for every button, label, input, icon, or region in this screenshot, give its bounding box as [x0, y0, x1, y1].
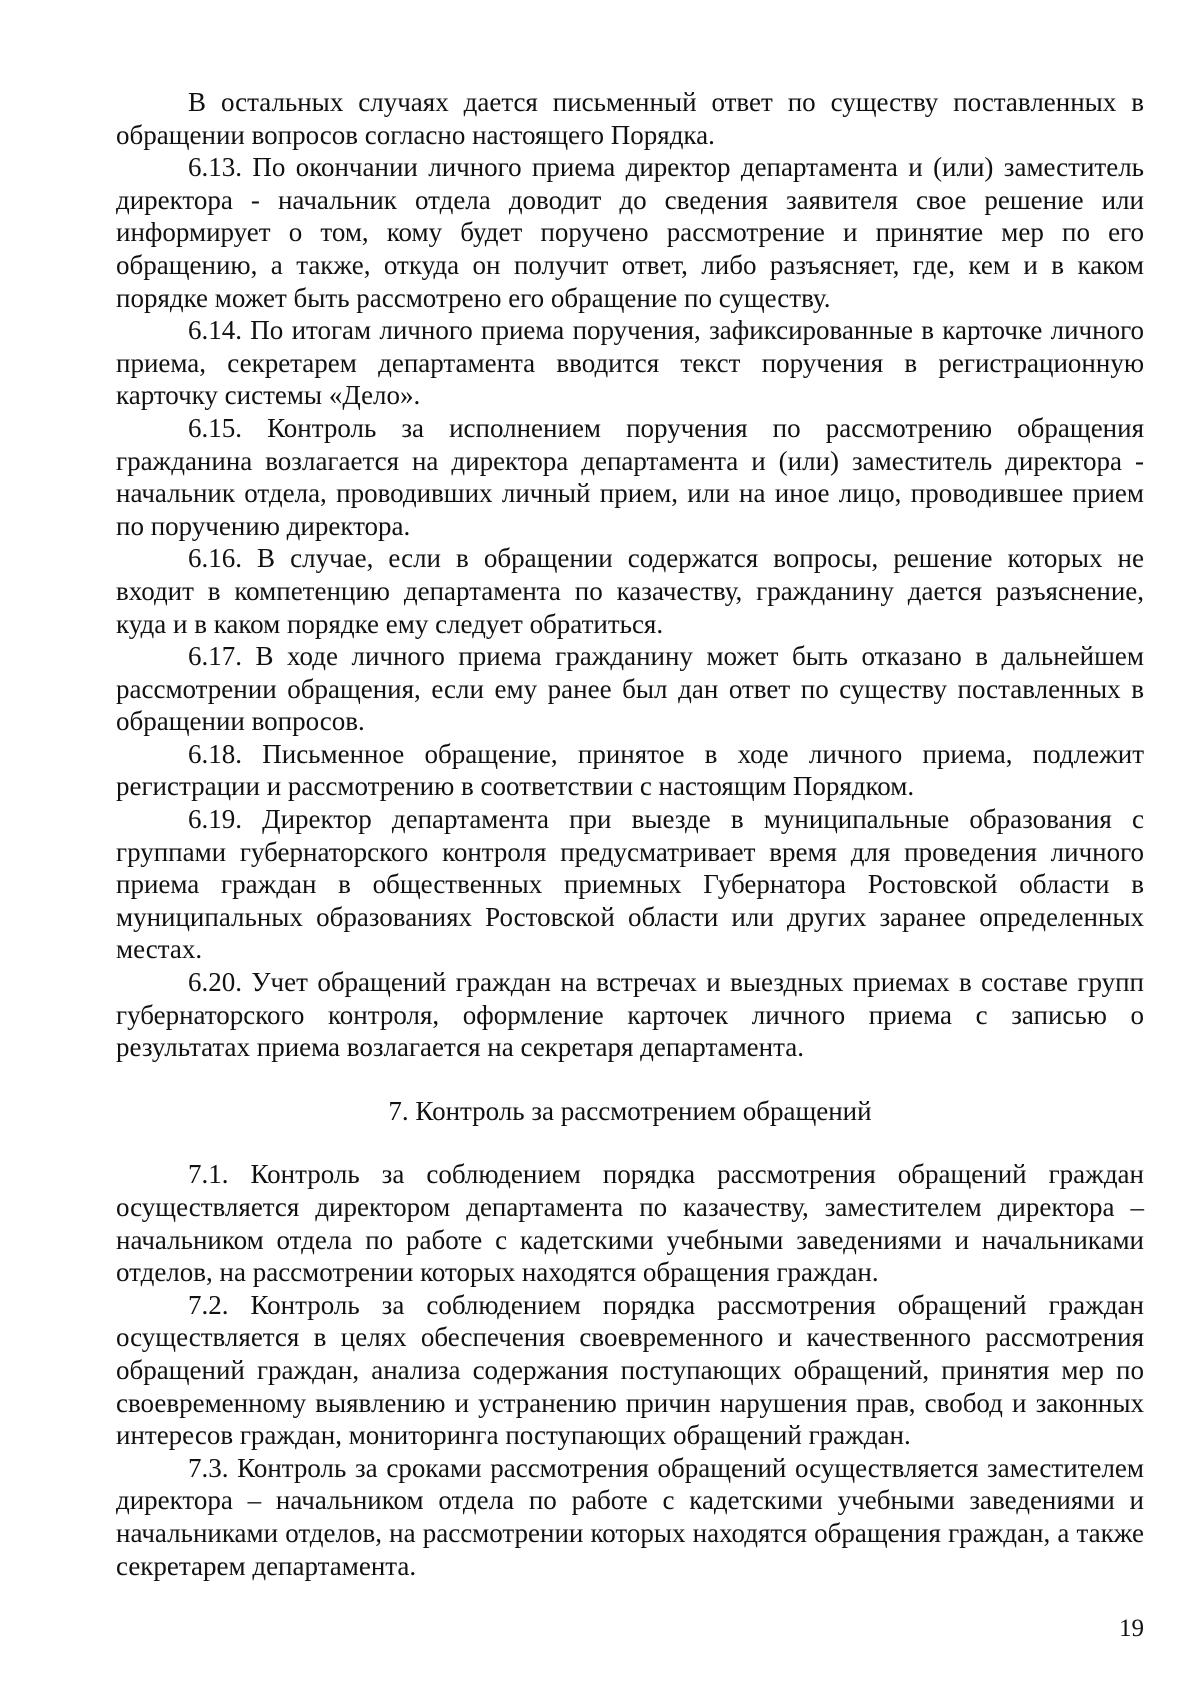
- paragraph-6-13: 6.13. По окончании личного приема директор департамента и (или) заместитель директора - начальник отдела доводит до сведения заявителя свое решение или информирует о том, кому будет поручено рассмотрение и принятие мер по его обращению, а также, откуда он получит ответ, либо разъясняет, где, кем и в каком порядке может быть рассмотрено его обращение по существу.: [116, 152, 1144, 313]
- paragraph-7-3: 7.3. Контроль за сроками рассмотрения обращений осуществляется заместителем директора – начальником отдела по работе с кадетскими учебными заведениями и начальниками отделов, на рассмотрении которых находятся обращения граждан, а также секретарем департамента.: [116, 1452, 1144, 1581]
- paragraph-6-18: 6.18. Письменное обращение, принятое в ходе личного приема, подлежит регистрации и рассмотрению в соответствии с настоящим Порядком.: [116, 738, 1144, 802]
- paragraph-6-16: 6.16. В случае, если в обращении содержатся вопросы, решение которых не входит в компетенцию департамента по казачеству, гражданину дается разъяснение, куда и в каком порядке ему следует обратиться.: [116, 543, 1144, 639]
- page-number: 19: [1119, 1615, 1144, 1642]
- section-7-heading: 7. Контроль за рассмотрением обращений: [388, 1095, 872, 1126]
- paragraph-6-12-tail: В остальных случаях дается письменный ответ по существу поставленных в обращении вопросов согласно настоящего Порядка.: [116, 87, 1144, 150]
- paragraph-6-14: 6.14. По итогам личного приема поручения, зафиксированные в карточке личного приема, секретарем департамента вводится текст поручения в регистрационную карточку системы «Дело».: [116, 315, 1144, 411]
- paragraph-6-19: 6.19. Директор департамента при выезде в муниципальные образования с группами губернаторского контроля предусматривает время для проведения личного приема граждан в общественных приемных Губернатора Ростовской области в муниципальных образованиях Ростовской области или других заранее определенных местах.: [116, 804, 1144, 965]
- paragraph-6-15: 6.15. Контроль за исполнением поручения по рассмотрению обращения гражданина возлагается на директора департамента и (или) заместитель директора - начальник отдела, проводивших личный прием, или на иное лицо, проводившее прием по поручению директора.: [116, 412, 1144, 541]
- page-content: [116, 86, 1144, 1582]
- paragraph-7-2: 7.2. Контроль за соблюдением порядка рассмотрения обращений граждан осуществляется в целях обеспечения своевременного и качественного рассмотрения обращений граждан, анализа содержания поступающих обращений, принятия мер по своевременному выявлению и устранению причин нарушения прав, свобод и законных интересов граждан, мониторинга поступающих обращений граждан.: [116, 1289, 1144, 1451]
- paragraph-7-1: 7.1. Контроль за соблюдением порядка рассмотрения обращений граждан осуществляется директором департамента по казачеству, заместителем директора – начальником отдела по работе с кадетскими учебными заведениями и начальниками отделов, на рассмотрении которых находятся обращения граждан.: [116, 1159, 1144, 1288]
- paragraph-6-20: 6.20. Учет обращений граждан на встречах и выездных приемах в составе групп губернаторского контроля, оформление карточек личного приема с записью о результатах приема возлагается на секретаря департамента.: [116, 967, 1144, 1063]
- paragraph-6-17: 6.17. В ходе личного приема гражданину может быть отказано в дальнейшем рассмотрении обращения, если ему ранее был дан ответ по существу поставленных в обращении вопросов.: [116, 641, 1144, 737]
